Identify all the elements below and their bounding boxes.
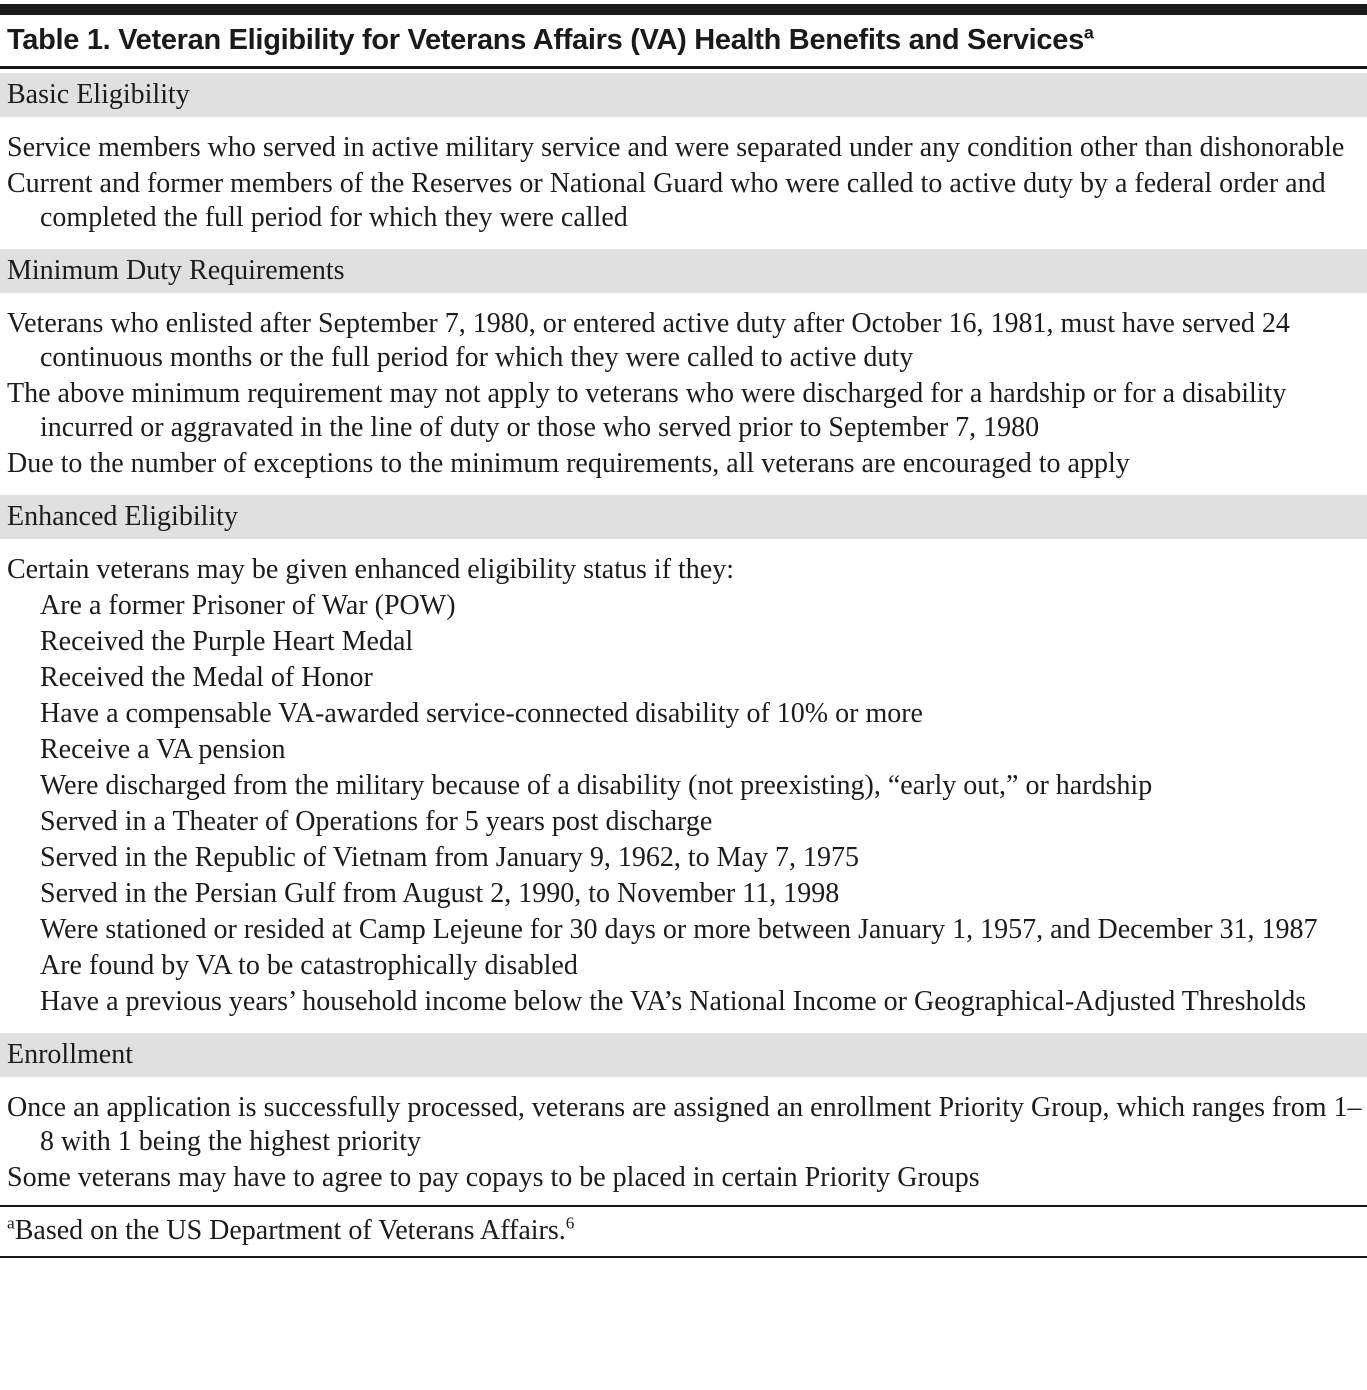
section-header-enrollment: Enrollment: [0, 1033, 1367, 1077]
section-header-enhanced-eligibility: Enhanced Eligibility: [0, 495, 1367, 539]
title-rule: [0, 66, 1367, 69]
table-row: Due to the number of exceptions to the minimum requirements, all veterans are encouraged to apply: [7, 448, 1130, 479]
table-row: Received the Medal of Honor: [40, 662, 373, 693]
table-row: Are a former Prisoner of War (POW): [40, 590, 456, 621]
table-row: Have a compensable VA-awarded service-connected disability of 10% or more: [40, 698, 923, 729]
footnote-marker: a: [7, 1213, 15, 1233]
table-row: Have a previous years’ household income below the VA’s National Income or Geographical-Adjusted Thresholds: [40, 986, 1307, 1017]
table-row: Served in the Persian Gulf from August 2, 1990, to November 11, 1998: [40, 878, 840, 909]
table-row: Are found by VA to be catastrophically disabled: [40, 950, 578, 981]
footnote-reference: 6: [565, 1213, 575, 1233]
section-basic-eligibility: [0, 73, 1367, 236]
table-row: Current and former members of the Reserves or National Guard who were called to active duty by a federal order and completed the full period for which they were called: [7, 168, 1326, 233]
table-row: Served in a Theater of Operations for 5 years post discharge: [40, 806, 713, 837]
section-enrollment: [0, 1033, 1367, 1196]
table-row: Service members who served in active military service and were separated under any condition other than dishonorable: [7, 132, 1345, 163]
table-row: Were stationed or resided at Camp Lejeune for 30 days or more between January 1, 1957, and December 31, 1987: [40, 914, 1318, 945]
section-minimum-duty-requirements: [0, 249, 1367, 482]
table-row: Veterans who enlisted after September 7, 1980, or entered active duty after October 16, 1981, must have served 24 continuous months or the full period for which they were called to active duty: [7, 308, 1290, 373]
section-enhanced-eligibility: [0, 495, 1367, 1020]
table-row: Were discharged from the military because of a disability (not preexisting), “early out,” or hardship: [40, 770, 1153, 801]
section-header-basic-eligibility: Basic Eligibility: [0, 73, 1367, 117]
table-row: Receive a VA pension: [40, 734, 286, 765]
table-row: Served in the Republic of Vietnam from January 9, 1962, to May 7, 1975: [40, 842, 859, 873]
table-row: Once an application is successfully processed, veterans are assigned an enrollment Priority Group, which ranges from 1–8 with 1 being the highest priority: [7, 1092, 1362, 1157]
top-black-bar: [0, 4, 1367, 15]
section-header-minimum-duty-requirements: Minimum Duty Requirements: [0, 249, 1367, 293]
bottom-rule: [0, 1256, 1367, 1258]
table-row: Certain veterans may be given enhanced eligibility status if they:: [7, 554, 735, 585]
table-footnote: [0, 1207, 1367, 1256]
table-row: The above minimum requirement may not apply to veterans who were discharged for a hardship or for a disability incurred or aggravated in the line of duty or those who served prior to September 7, 1980: [7, 378, 1287, 443]
title-footnote-marker: a: [1083, 22, 1094, 43]
table-title: [0, 15, 1367, 66]
table-row: Some veterans may have to agree to pay copays to be placed in certain Priority Groups: [7, 1162, 980, 1193]
table-row: Received the Purple Heart Medal: [40, 626, 414, 657]
table-title-text: Table 1. Veteran Eligibility for Veterans Affairs (VA) Health Benefits and Services: [7, 24, 1084, 56]
footnote-text: Based on the US Department of Veterans Affairs.: [14, 1215, 566, 1246]
